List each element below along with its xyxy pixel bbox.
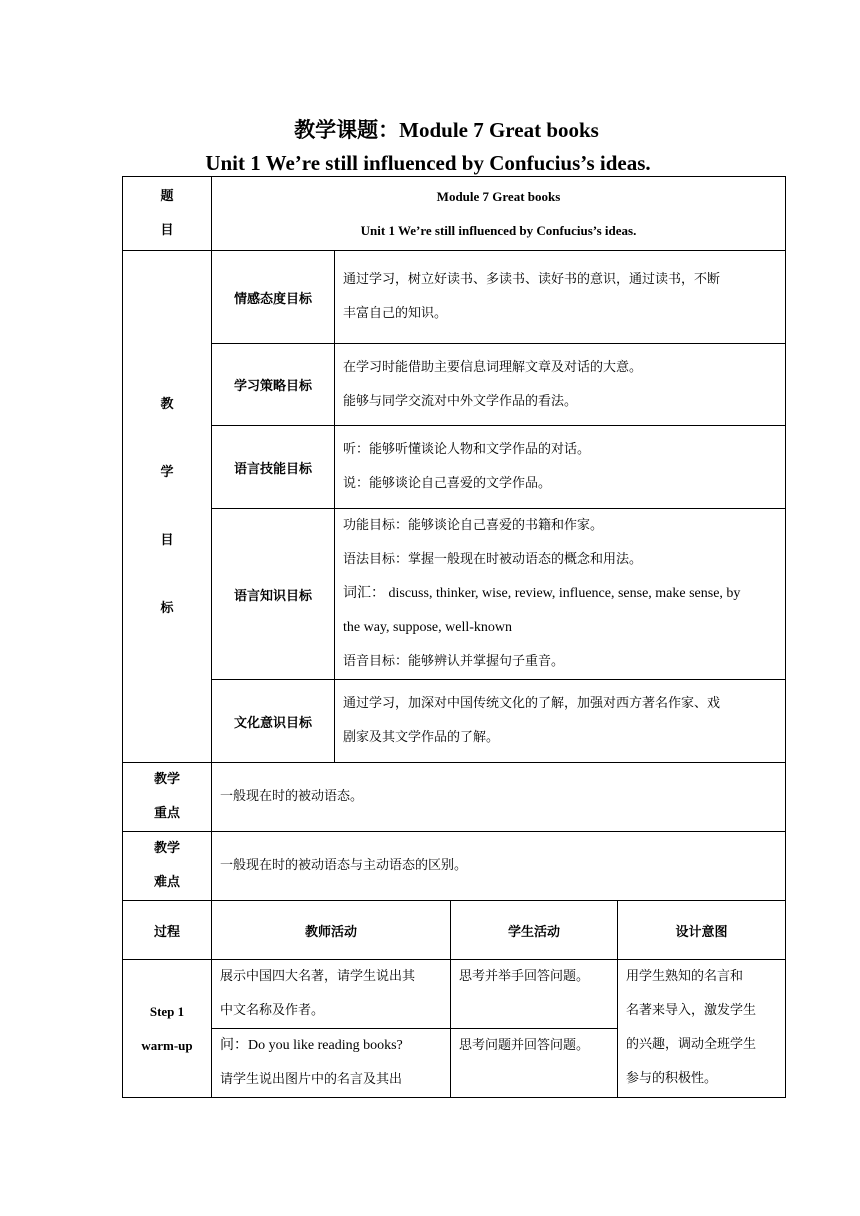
student-line: 思考问题并回答问题。 bbox=[459, 1038, 590, 1053]
goal-line: 丰富自己的知识。 bbox=[343, 306, 448, 321]
step1-intent bbox=[618, 960, 786, 1098]
goal-line: 在学习时能借助主要信息词理解文章及对话的大意。 bbox=[343, 359, 643, 375]
student-activity-header: 学生活动 bbox=[451, 901, 618, 960]
goal-row-skill bbox=[123, 426, 786, 509]
key-point-label-2: 重点 bbox=[153, 806, 180, 821]
topic-label bbox=[123, 177, 212, 251]
design-intent-header: 设计意图 bbox=[618, 901, 786, 960]
difficulty-label bbox=[123, 832, 212, 901]
step1-student-a bbox=[451, 960, 618, 1029]
topic-row bbox=[123, 177, 786, 251]
step1-teacher-a bbox=[212, 960, 451, 1029]
goal-line: 能够与同学交流对中外文学作品的看法。 bbox=[343, 393, 578, 409]
intent-line: 名著来导入，激发学生 bbox=[626, 1003, 757, 1018]
goal-row-emotion bbox=[123, 251, 786, 344]
difficulty-label-1: 教学 bbox=[153, 841, 180, 856]
goal-name: 文化意识目标 bbox=[212, 680, 335, 763]
goal-line: 通过学习，加深对中国传统文化的了解，加强对西方著名作家、戏 bbox=[343, 696, 721, 711]
goal-text bbox=[335, 509, 786, 680]
goals-label-char: 教 bbox=[160, 396, 174, 412]
topic-label-2: 目 bbox=[160, 222, 174, 238]
goals-label-char: 目 bbox=[160, 532, 174, 548]
goal-text bbox=[335, 251, 786, 344]
goal-name: 语言知识目标 bbox=[212, 509, 335, 680]
goals-label-char: 标 bbox=[160, 600, 174, 616]
step1-row-a bbox=[123, 960, 786, 1029]
topic-content bbox=[212, 177, 786, 251]
topic-unit: Unit 1 We’re still influenced by Confucius’s ideas. bbox=[360, 222, 637, 238]
goal-line: 语音目标：能够辨认并掌握句子重音。 bbox=[343, 654, 565, 669]
goal-name: 情感态度目标 bbox=[212, 251, 335, 344]
goal-line: 听：能够听懂谈论人物和文学作品的对话。 bbox=[343, 442, 591, 457]
goals-label-char: 学 bbox=[160, 464, 174, 480]
teacher-activity-header: 教师活动 bbox=[212, 901, 451, 960]
difficulty-row bbox=[123, 832, 786, 901]
goal-line: 说：能够谈论自己喜爱的文学作品。 bbox=[343, 476, 552, 491]
difficulty-text: 一般现在时的被动语态与主动语态的区别。 bbox=[212, 832, 786, 901]
step1-label-1: Step 1 bbox=[149, 1003, 185, 1019]
teacher-line: 中文名称及作者。 bbox=[220, 1003, 325, 1018]
teacher-line: 展示中国四大名著，请学生说出其 bbox=[220, 969, 416, 984]
step1-label bbox=[123, 960, 212, 1098]
document-title: 教学课题：Module 7 Great books bbox=[294, 118, 599, 142]
key-point-label bbox=[123, 763, 212, 832]
difficulty-label-2: 难点 bbox=[153, 875, 180, 890]
goal-row-culture bbox=[123, 680, 786, 763]
goal-line: the way, suppose, well-known bbox=[343, 620, 513, 635]
goal-row-knowledge bbox=[123, 509, 786, 680]
goal-name: 学习策略目标 bbox=[212, 344, 335, 426]
goal-text bbox=[335, 426, 786, 509]
process-header-row bbox=[123, 901, 786, 960]
teacher-line: 问：Do you like reading books? bbox=[220, 1038, 403, 1053]
intent-line: 参与的积极性。 bbox=[626, 1071, 718, 1086]
goal-name: 语言技能目标 bbox=[212, 426, 335, 509]
student-line: 思考并举手回答问题。 bbox=[459, 969, 590, 984]
process-header: 过程 bbox=[123, 901, 212, 960]
goal-line: 剧家及其文学作品的了解。 bbox=[343, 730, 500, 745]
step1-student-b bbox=[451, 1029, 618, 1098]
intent-line: 的兴趣，调动全班学生 bbox=[626, 1037, 757, 1052]
goal-text bbox=[335, 680, 786, 763]
key-point-text: 一般现在时的被动语态。 bbox=[212, 763, 786, 832]
topic-module: Module 7 Great books bbox=[436, 188, 561, 204]
topic-label-1: 题 bbox=[160, 188, 174, 204]
step1-teacher-b bbox=[212, 1029, 451, 1098]
lesson-plan-table bbox=[122, 176, 786, 1098]
key-point-row bbox=[123, 763, 786, 832]
intent-line: 用学生熟知的名言和 bbox=[626, 969, 744, 984]
goal-row-strategy bbox=[123, 344, 786, 426]
goal-line: 词汇： discuss, thinker, wise, review, influence, sense, make sense, by bbox=[343, 586, 741, 601]
key-point-label-1: 教学 bbox=[153, 772, 180, 787]
goal-line: 通过学习，树立好读书、多读书、读好书的意识，通过读书，不断 bbox=[343, 272, 721, 287]
goal-text bbox=[335, 344, 786, 426]
goal-line: 语法目标：掌握一般现在时被动语态的概念和用法。 bbox=[343, 552, 643, 567]
document-subtitle: Unit 1 We’re still influenced by Confucius’s ideas. bbox=[205, 151, 651, 175]
goal-line: 功能目标：能够谈论自己喜爱的书籍和作家。 bbox=[343, 518, 604, 533]
step1-label-2: warm-up bbox=[141, 1037, 193, 1053]
teacher-line: 请学生说出图片中的名言及其出 bbox=[220, 1072, 403, 1087]
goals-label bbox=[123, 251, 212, 763]
